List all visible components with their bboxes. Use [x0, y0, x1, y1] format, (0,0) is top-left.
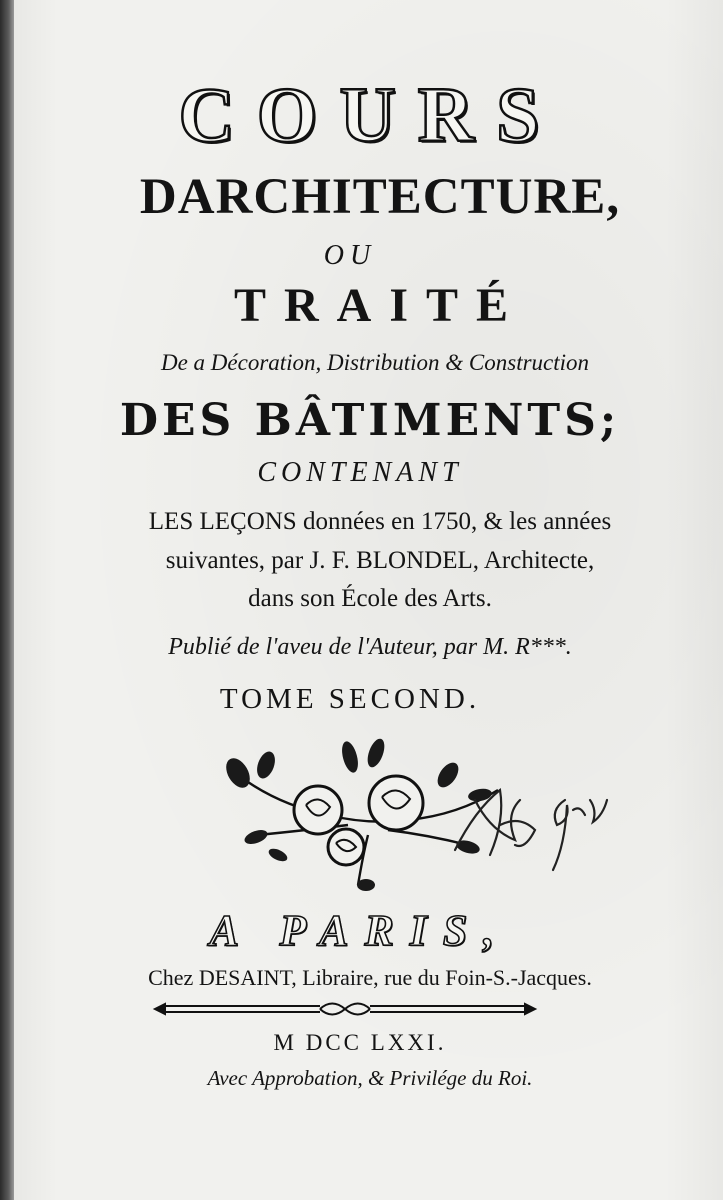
- approbation-note: Avec Approbation, & Privilége du Roi.: [207, 1066, 533, 1090]
- title-line-ou: OU: [323, 240, 377, 271]
- description-line-1: LES LEÇONS données en 1750, & les années: [148, 508, 612, 535]
- subtitle-contenant: CONTENANT: [257, 457, 463, 488]
- title-line-architecture: DARCHITECTURE,: [139, 169, 621, 225]
- handwritten-signature: [445, 770, 625, 880]
- publication-date: M DCC LXXI.: [273, 1030, 447, 1055]
- volume-label: TOME SECOND.: [219, 683, 481, 715]
- title-line-cours: COURS: [178, 71, 562, 158]
- title-line-traite: TRAITÉ: [233, 279, 527, 332]
- title-line-batiments: DES BÂTIMENTS;: [119, 395, 621, 446]
- subtitle-decoration: De a Décoration, Distribution & Construction: [160, 350, 590, 375]
- book-spine-edge: [0, 0, 14, 1200]
- description-line-2: suivantes, par J. F. BLONDEL, Architecte,: [165, 547, 595, 574]
- decorative-rule: [150, 998, 540, 1020]
- imprint-city: A PARIS,: [209, 906, 511, 955]
- imprint-publisher: Chez DESAINT, Libraire, rue du Foin-S.-Jacques.: [148, 965, 592, 990]
- description-line-3: dans son École des Arts.: [248, 585, 492, 612]
- editor-note: Publié de l'aveu de l'Auteur, par M. R***.: [168, 634, 572, 660]
